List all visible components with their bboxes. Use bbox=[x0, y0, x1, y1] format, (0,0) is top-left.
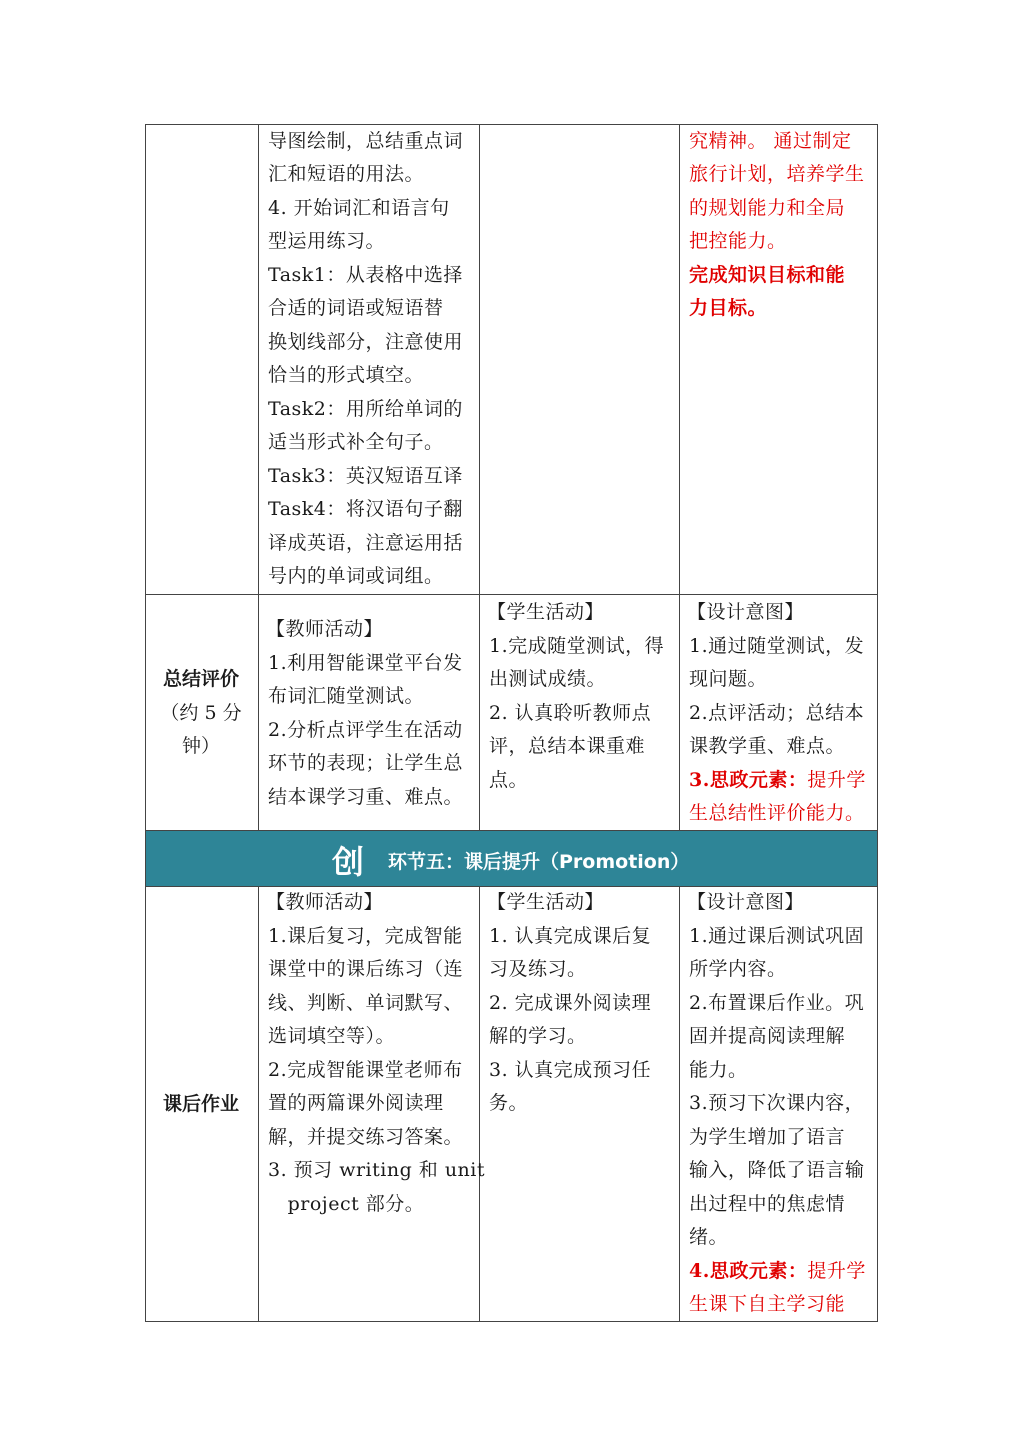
text-line: 输入，降低了语言输 bbox=[689, 1159, 865, 1181]
section-banner bbox=[145, 830, 878, 886]
section-duration: 钟） bbox=[181, 735, 220, 757]
text-line: 选词填空等）。 bbox=[268, 1025, 396, 1047]
text-line: 环节的表现；让学生总 bbox=[268, 752, 464, 774]
section-label: 课后作业 bbox=[162, 1093, 239, 1115]
text-line: 结本课学习重、难点。 bbox=[268, 786, 464, 808]
text-line: 点。 bbox=[489, 769, 529, 791]
text-line: 课堂中的课后练习（连 bbox=[268, 958, 464, 980]
text-line: 出测试成绩。 bbox=[489, 668, 607, 690]
text-line: 布词汇随堂测试。 bbox=[268, 685, 425, 707]
text-line: 能力。 bbox=[689, 1059, 748, 1081]
text-line: 1.通过课后测试巩固 bbox=[689, 925, 865, 947]
text-line: 【学生活动】 bbox=[487, 891, 605, 913]
ideology-label: 4.思政元素： bbox=[689, 1260, 808, 1282]
banner-title: 环节五：课后提升（Promotion） bbox=[388, 851, 690, 873]
text-line: Task3：英汉短语互译 bbox=[268, 465, 463, 487]
text-line bbox=[689, 1255, 866, 1289]
text-line: 1.利用智能课堂平台发 bbox=[268, 652, 463, 674]
text-line: 生课下自主学习能 bbox=[689, 1293, 846, 1315]
section-label: 总结评价 bbox=[162, 668, 239, 690]
ideology-text: 提升学 bbox=[807, 769, 866, 791]
text-line: 究精神。 通过制定 bbox=[689, 130, 852, 152]
text-line: 汇和短语的用法。 bbox=[268, 163, 425, 185]
text-line: 4. 开始词汇和语言句 bbox=[268, 197, 450, 219]
text-line: 旅行计划，培养学生 bbox=[689, 163, 865, 185]
text-line: 线、判断、单词默写、 bbox=[268, 992, 464, 1014]
text-line: 3.预习下次课内容， bbox=[689, 1092, 865, 1114]
text-line: 2.分析点评学生在活动 bbox=[268, 719, 463, 741]
text-line: 型运用练习。 bbox=[268, 230, 386, 252]
text-line: 绪。 bbox=[689, 1226, 729, 1248]
text-line: 2. 认真聆听教师点 bbox=[489, 702, 652, 724]
text-line: 1. 认真完成课后复 bbox=[489, 925, 652, 947]
text-line: 1.完成随堂测试，得 bbox=[489, 635, 665, 657]
text-line: 的规划能力和全局 bbox=[689, 197, 846, 219]
table-right-border bbox=[877, 124, 878, 1322]
text-line: 2.点评活动；总结本 bbox=[689, 702, 865, 724]
row1-student-cell bbox=[479, 124, 679, 594]
text-line: 为学生增加了语言 bbox=[689, 1126, 846, 1148]
text-line: 生总结性评价能力。 bbox=[689, 802, 865, 824]
text-line: 导图绘制，总结重点词 bbox=[268, 130, 464, 152]
text-line: 出过程中的焦虑情 bbox=[689, 1193, 846, 1215]
ideology-label: 3.思政元素： bbox=[689, 769, 808, 791]
text-line: 【学生活动】 bbox=[487, 601, 605, 623]
text-line: 力目标。 bbox=[689, 297, 768, 319]
text-line: 3. 认真完成预习任 bbox=[489, 1059, 652, 1081]
text-line: 把控能力。 bbox=[689, 230, 787, 252]
text-line: 习及练习。 bbox=[489, 958, 587, 980]
text-line: 固并提高阅读理解 bbox=[689, 1025, 846, 1047]
text-line: 置的两篇课外阅读理 bbox=[268, 1092, 444, 1114]
text-line: 课教学重、难点。 bbox=[689, 735, 846, 757]
text-line: 完成知识目标和能 bbox=[689, 264, 846, 286]
section-duration: （约 5 分 bbox=[160, 702, 242, 724]
text-line: 现问题。 bbox=[689, 668, 768, 690]
text-line: 解，并提交练习答案。 bbox=[268, 1126, 464, 1148]
text-line: 2. 完成课外阅读理 bbox=[489, 992, 652, 1014]
text-line: 2.完成智能课堂老师布 bbox=[268, 1059, 463, 1081]
text-line: Task2：用所给单词的 bbox=[268, 398, 463, 420]
text-line: Task4：将汉语句子翻 bbox=[268, 498, 463, 520]
text-line: 3. 预习 writing 和 unit bbox=[268, 1159, 486, 1181]
text-line: 译成英语，注意运用括 bbox=[268, 532, 464, 554]
text-line: 2.布置课后作业。巩 bbox=[689, 992, 865, 1014]
row1-label-cell bbox=[145, 124, 258, 594]
text-line: 恰当的形式填空。 bbox=[268, 364, 425, 386]
text-line: 评，总结本课重难 bbox=[489, 735, 646, 757]
text-line: 所学内容。 bbox=[689, 958, 787, 980]
banner-big-character: 创 bbox=[332, 843, 365, 881]
text-line: 解的学习。 bbox=[489, 1025, 587, 1047]
text-line: 务。 bbox=[489, 1092, 529, 1114]
text-line: 1.课后复习，完成智能 bbox=[268, 925, 463, 947]
text-line: 【设计意图】 bbox=[687, 601, 805, 623]
text-line: 【教师活动】 bbox=[266, 618, 384, 640]
text-line: Task1：从表格中选择 bbox=[268, 264, 463, 286]
text-line: project 部分。 bbox=[268, 1193, 425, 1215]
text-line: 1.通过随堂测试，发 bbox=[689, 635, 865, 657]
text-line: 适当形式补全句子。 bbox=[268, 431, 444, 453]
ideology-text: 提升学 bbox=[807, 1260, 866, 1282]
text-line: 合适的词语或短语替 bbox=[268, 297, 444, 319]
text-line: 换划线部分，注意使用 bbox=[268, 331, 464, 353]
text-line: 【设计意图】 bbox=[687, 891, 805, 913]
text-line: 【教师活动】 bbox=[266, 891, 384, 913]
text-line bbox=[689, 764, 866, 798]
text-line: 号内的单词或词组。 bbox=[268, 565, 444, 587]
